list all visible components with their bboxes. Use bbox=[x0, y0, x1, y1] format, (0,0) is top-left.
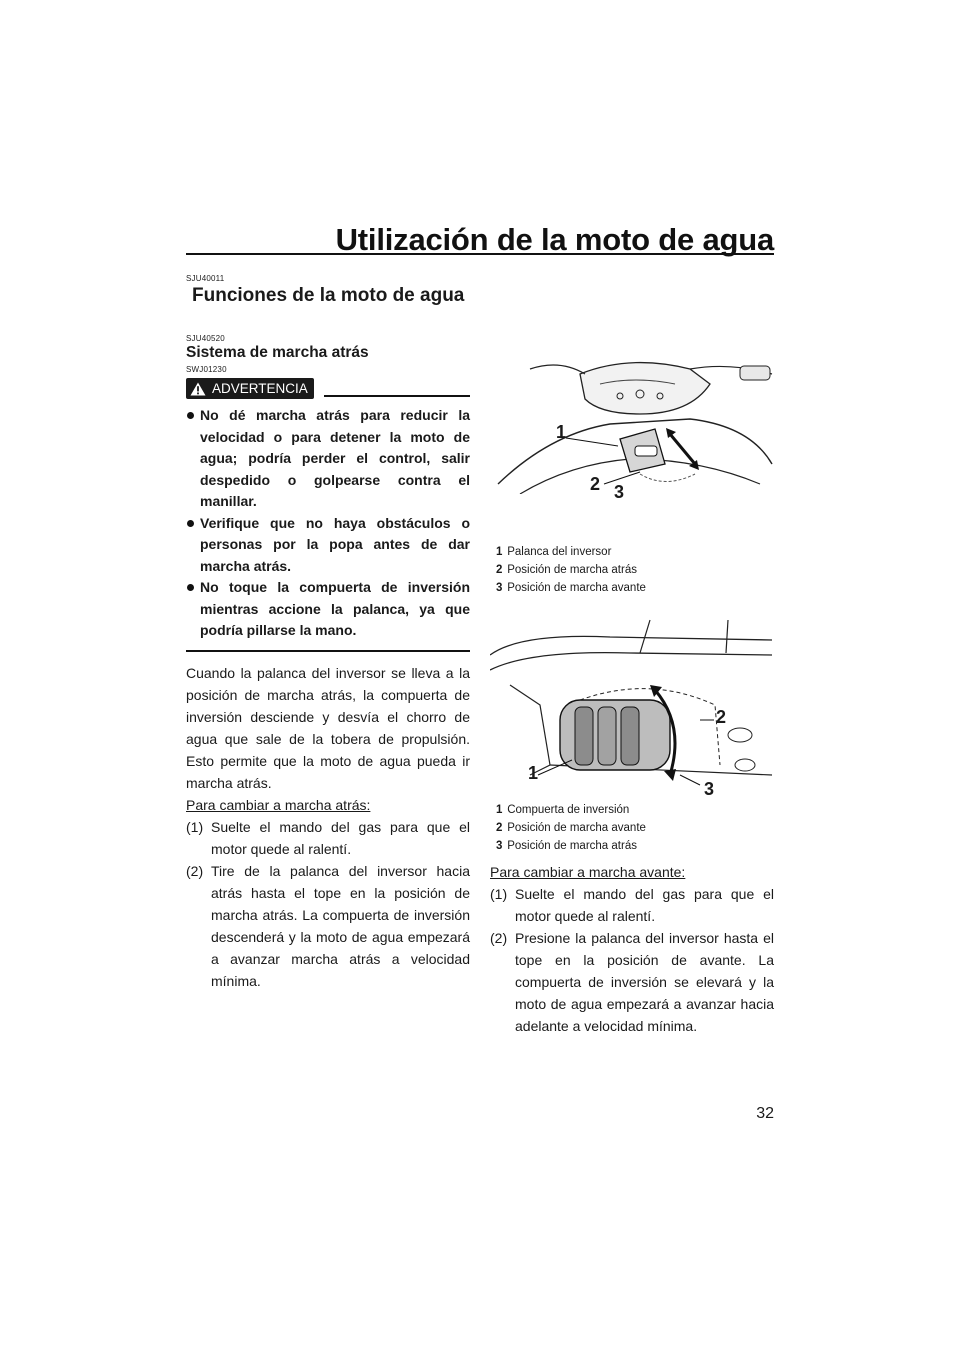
forward-steps bbox=[490, 883, 774, 1037]
step-number: (1) bbox=[490, 886, 508, 902]
step-text: Suelte el mando del gas para que el motor quede al ralentí. bbox=[211, 818, 470, 857]
figure-reverse-gate bbox=[490, 615, 774, 805]
step-item bbox=[186, 816, 470, 860]
warning-triangle-icon bbox=[190, 382, 206, 396]
warning-item: No dé marcha atrás para reducir la velocidad o para detener la moto de agua; podría perder el control, salir despedido o golpearse contra el manillar. bbox=[186, 405, 470, 513]
step-text: Suelte el mando del gas para que el motor quede al ralentí. bbox=[515, 886, 774, 924]
left-column bbox=[186, 274, 470, 992]
header-rule bbox=[186, 253, 774, 255]
warning-label: ADVERTENCIA bbox=[212, 381, 308, 396]
intro-paragraph: Cuando la palanca del inversor se lleva a la posición de marcha atrás, la compuerta de inversión desciende y desvía el chorro de agua que sale de la tobera de propulsión. Esto permite que la moto de agua pueda ir marcha atrás. bbox=[186, 664, 470, 791]
step-item bbox=[186, 860, 470, 992]
legend-item: 2 Posición de marcha atrás bbox=[496, 564, 637, 576]
figure-reverse-lever bbox=[490, 314, 774, 502]
callout-1: 1 bbox=[556, 422, 567, 442]
legend-item: 1 Palanca del inversor bbox=[496, 546, 612, 558]
callout-1: 1 bbox=[528, 763, 539, 783]
step-item bbox=[490, 927, 774, 1037]
warning-list bbox=[186, 405, 470, 642]
reverse-heading: Para cambiar a marcha atrás: bbox=[186, 796, 371, 813]
warning-code: SWJ01230 bbox=[186, 365, 227, 374]
figure2-legend bbox=[496, 801, 774, 855]
warning-header bbox=[186, 378, 470, 399]
warning-badge bbox=[186, 378, 314, 399]
step-number: (2) bbox=[186, 862, 204, 879]
legend-item: 3 Posición de marcha atrás bbox=[496, 840, 637, 852]
callout-2: 2 bbox=[590, 474, 601, 494]
forward-heading: Para cambiar a marcha avante: bbox=[490, 864, 686, 880]
section-code: SJU40011 bbox=[186, 274, 225, 283]
figure1-legend bbox=[496, 543, 774, 597]
subsection-code: SJU40520 bbox=[186, 334, 225, 343]
step-item bbox=[490, 883, 774, 927]
callout-2: 2 bbox=[716, 707, 727, 727]
step-number: (2) bbox=[490, 930, 508, 946]
legend-item: 1 Compuerta de inversión bbox=[496, 804, 630, 816]
jet-ski-handlebar-illustration bbox=[490, 314, 774, 494]
legend-item: 2 Posición de marcha avante bbox=[496, 822, 646, 834]
subsection-title: Sistema de marcha atrás bbox=[186, 344, 369, 361]
right-column bbox=[490, 274, 774, 1037]
page-header-title: Utilización de la moto de agua bbox=[335, 222, 774, 257]
reverse-steps bbox=[186, 816, 470, 992]
step-text: Tire de la palanca del inversor hacia atrás hasta el tope en la posición de marcha atrás. La compuerta de inversión descenderá y la moto de agua empezará a avanzar marcha atrás a velocidad mínima. bbox=[211, 862, 470, 989]
step-number: (1) bbox=[186, 818, 204, 835]
callout-3: 3 bbox=[614, 482, 625, 502]
callout-3: 3 bbox=[704, 779, 715, 799]
warning-item: No toque la compuerta de inversión mientras accione la palanca, ya que podría pillarse la mano. bbox=[186, 577, 470, 642]
section-title: Funciones de la moto de agua bbox=[192, 285, 465, 306]
legend-item: 3 Posición de marcha avante bbox=[496, 582, 646, 594]
warning-item: Verifique que no haya obstáculos o personas por la popa antes de dar marcha atrás. bbox=[186, 513, 470, 578]
warning-rule bbox=[324, 395, 470, 397]
step-text: Presione la palanca del inversor hasta el tope en la posición de avante. La compuerta de inversión se elevará y la moto de agua empezará a avanzar hacia adelante a velocidad mínima. bbox=[515, 930, 774, 1034]
warning-end-rule bbox=[186, 650, 470, 652]
page-number: 32 bbox=[756, 1105, 774, 1122]
